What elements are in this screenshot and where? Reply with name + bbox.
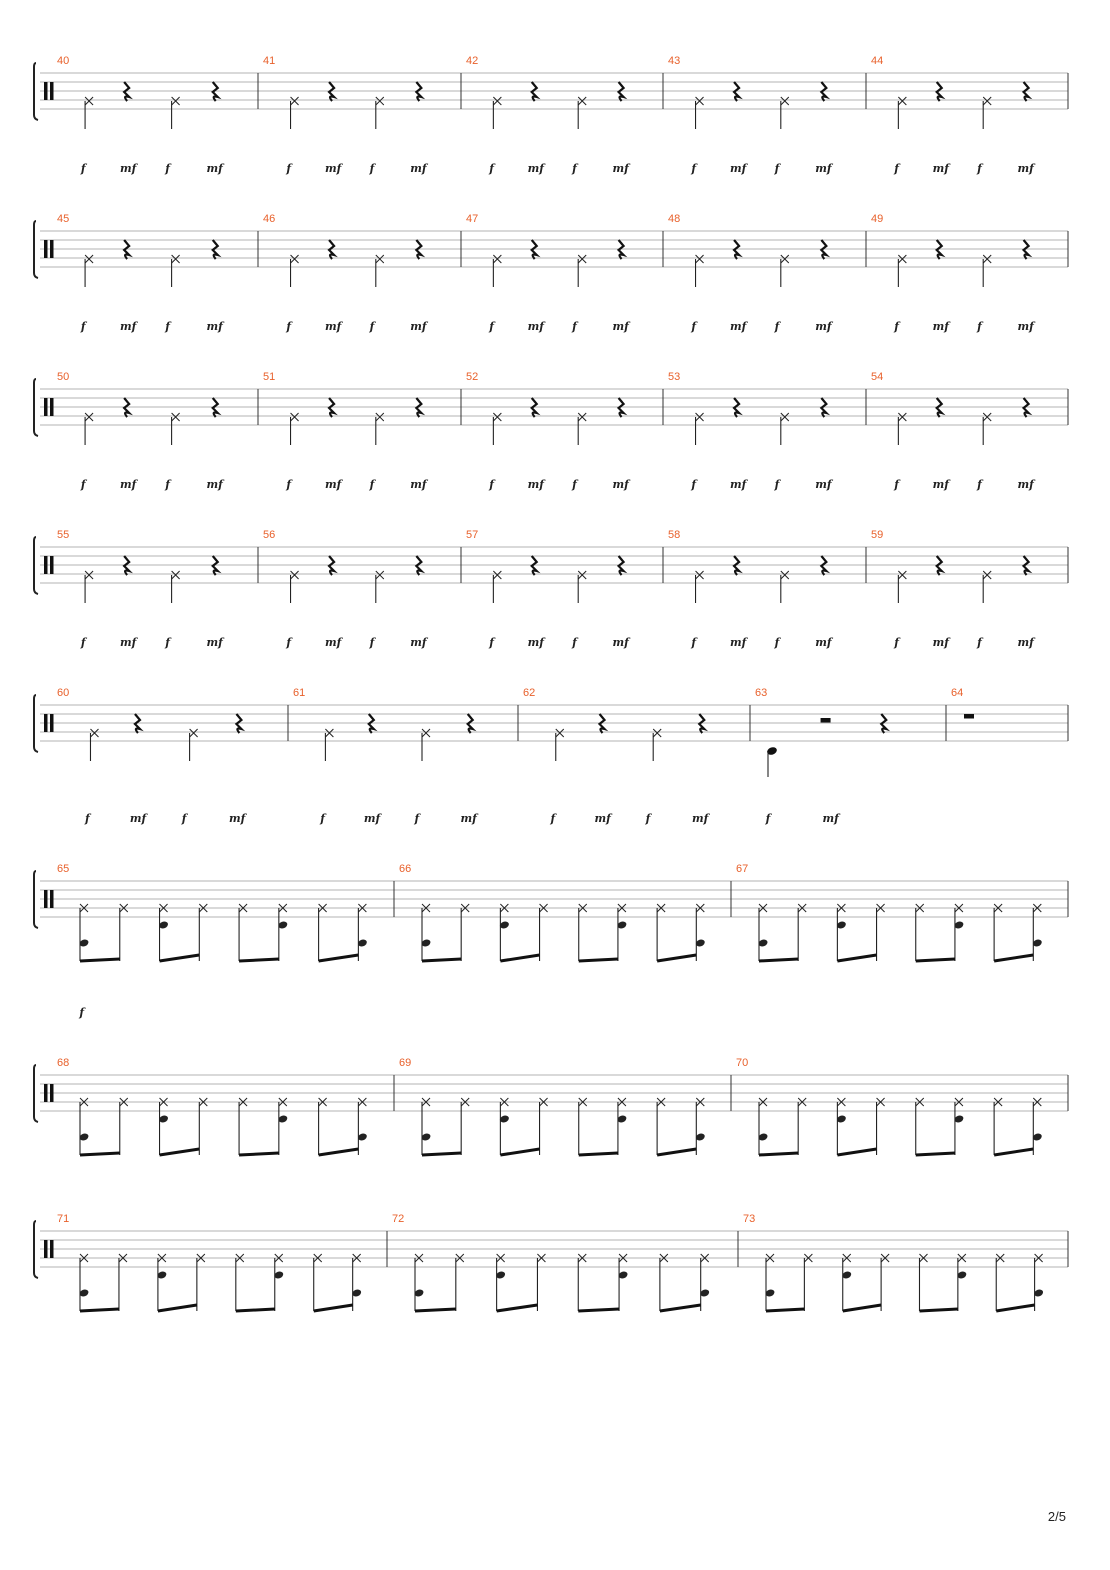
quarter-rest <box>734 82 739 101</box>
dynamic-marking: f <box>977 636 982 649</box>
system-bracket <box>34 221 38 278</box>
dynamic-marking: f <box>977 162 982 175</box>
measure-number: 47 <box>466 213 479 225</box>
system-bracket <box>34 63 38 120</box>
dynamic-marking: mf <box>612 320 629 333</box>
quarter-rest <box>937 82 942 101</box>
dynamic-marking: f <box>894 320 900 333</box>
note-beam <box>319 955 359 961</box>
dynamic-marking: f <box>774 478 780 491</box>
note-beam <box>422 1153 461 1155</box>
dynamic-marking: f <box>85 812 90 825</box>
dynamic-marking: f <box>645 812 651 825</box>
dynamic-marking: mf <box>410 478 427 491</box>
dynamic-marking: mf <box>460 812 477 825</box>
dynamic-marking: mf <box>692 812 709 825</box>
measure-number: 63 <box>755 687 768 699</box>
note-beam <box>500 955 539 961</box>
dynamic-marking: mf <box>206 320 223 333</box>
system-bracket <box>34 1221 38 1278</box>
quarter-rest <box>135 714 140 733</box>
note-beam <box>80 1153 120 1155</box>
dynamic-marking: mf <box>815 320 832 333</box>
note-beam <box>759 959 798 961</box>
measure-number: 72 <box>392 1213 405 1225</box>
note-beam <box>80 959 120 961</box>
dynamic-marking: f <box>80 162 86 175</box>
dynamic-marking: mf <box>612 478 629 491</box>
dynamic-marking: f <box>80 636 86 649</box>
quarter-rest <box>734 398 739 417</box>
quarter-rest <box>213 240 218 259</box>
quarter-rest <box>619 556 624 575</box>
percussion-clef <box>50 398 54 416</box>
measure-number: 43 <box>668 55 681 67</box>
measure-number: 68 <box>57 1057 70 1069</box>
note-beam <box>500 1149 539 1155</box>
dynamic-marking: f <box>165 320 171 333</box>
measure-number: 52 <box>466 371 479 383</box>
measure-number: 70 <box>736 1057 749 1069</box>
quarter-rest <box>416 398 421 417</box>
quarter-rest <box>124 556 129 575</box>
dynamic-marking: mf <box>594 812 611 825</box>
system-bracket <box>34 695 38 752</box>
dynamic-marking: f <box>572 162 577 175</box>
dynamic-marking: f <box>691 162 697 175</box>
dynamic-marking: f <box>691 636 697 649</box>
page-number: 2/5 <box>1047 1509 1066 1524</box>
quarter-rest <box>369 714 374 733</box>
dynamic-marking: f <box>977 320 982 333</box>
dynamic-marking: f <box>489 162 495 175</box>
dynamic-marking: f <box>165 636 171 649</box>
dynamic-marking: mf <box>324 162 342 175</box>
percussion-clef <box>50 82 54 100</box>
quarter-rest <box>416 556 421 575</box>
measure-number: 66 <box>399 863 412 875</box>
dynamic-marking: f <box>894 478 900 491</box>
dynamic-marking: f <box>369 320 375 333</box>
measure-number: 73 <box>743 1213 756 1225</box>
dynamic-marking: mf <box>729 162 747 175</box>
system-bracket <box>34 379 38 436</box>
system-bracket <box>34 537 38 594</box>
measure-number: 67 <box>736 863 749 875</box>
dynamic-marking: mf <box>612 162 629 175</box>
measure-number: 64 <box>951 687 964 699</box>
measure-number: 56 <box>263 529 276 541</box>
quarter-rest <box>532 556 537 575</box>
dynamic-marking: f <box>320 812 325 825</box>
dynamic-marking: f <box>572 636 577 649</box>
dynamic-marking: mf <box>932 636 950 649</box>
dynamic-marking: mf <box>206 478 223 491</box>
quarter-rest <box>213 398 218 417</box>
dynamic-marking: mf <box>1017 478 1034 491</box>
dynamic-marking: f <box>489 636 495 649</box>
quarter-rest <box>124 82 129 101</box>
quarter-rest <box>619 398 624 417</box>
measure-number: 54 <box>871 371 884 383</box>
percussion-clef <box>50 240 54 258</box>
measure-number: 49 <box>871 213 884 225</box>
quarter-rest <box>329 398 334 417</box>
dynamic-marking: mf <box>1017 162 1034 175</box>
note-beam <box>314 1305 353 1311</box>
dynamic-marking: mf <box>324 478 342 491</box>
dynamic-marking: mf <box>119 636 137 649</box>
dynamic-marking: f <box>79 1006 85 1019</box>
dynamic-marking: mf <box>410 636 427 649</box>
measure-number: 42 <box>466 55 479 67</box>
dynamic-marking: mf <box>1017 636 1034 649</box>
dynamic-marking: mf <box>119 162 137 175</box>
dynamic-marking: mf <box>815 162 832 175</box>
dynamic-marking: mf <box>527 636 545 649</box>
dynamic-marking: f <box>165 478 171 491</box>
quarter-rest <box>532 82 537 101</box>
dynamic-marking: mf <box>822 812 839 825</box>
note-beam <box>497 1305 538 1311</box>
percussion-clef <box>44 1240 48 1258</box>
dynamic-marking: mf <box>410 320 427 333</box>
dynamic-marking: mf <box>729 478 747 491</box>
measure-number: 62 <box>523 687 536 699</box>
percussion-clef <box>44 1084 48 1102</box>
note-beam <box>657 1149 696 1155</box>
quarter-rest <box>1024 82 1029 101</box>
measure-number: 53 <box>668 371 681 383</box>
measure-number: 50 <box>57 371 70 383</box>
dynamic-marking: f <box>691 320 697 333</box>
quarter-rest <box>1024 556 1029 575</box>
measure-number: 40 <box>57 55 70 67</box>
dynamic-marking: mf <box>932 478 950 491</box>
quarter-rest <box>821 556 826 575</box>
dynamic-marking: mf <box>129 812 147 825</box>
dynamic-marking: f <box>489 478 495 491</box>
percussion-clef <box>44 714 48 732</box>
quarter-rest <box>468 714 473 733</box>
quarter-rest <box>937 240 942 259</box>
dynamic-marking: f <box>165 162 171 175</box>
dynamic-marking: f <box>774 162 780 175</box>
dynamic-marking: mf <box>119 478 137 491</box>
note-beam <box>319 1149 359 1155</box>
dynamic-marking: f <box>774 636 780 649</box>
quarter-rest <box>619 82 624 101</box>
dynamic-marking: f <box>894 162 900 175</box>
dynamic-marking: f <box>572 320 577 333</box>
dynamic-marking: f <box>894 636 900 649</box>
dynamic-marking: mf <box>324 320 342 333</box>
half-rest <box>821 718 831 723</box>
note-beam <box>994 1149 1033 1155</box>
note-beam <box>994 955 1033 961</box>
quarter-rest <box>821 82 826 101</box>
quarter-rest <box>821 398 826 417</box>
quarter-rest <box>416 240 421 259</box>
note-beam <box>766 1309 804 1311</box>
note-beam <box>160 1149 200 1155</box>
quarter-rest <box>1024 398 1029 417</box>
quarter-rest <box>699 714 704 733</box>
note-beam <box>579 959 618 961</box>
percussion-clef <box>50 1240 54 1258</box>
note-beam <box>916 959 955 961</box>
quarter-rest <box>734 556 739 575</box>
note-beam <box>579 1153 618 1155</box>
dynamic-marking: f <box>691 478 697 491</box>
measure-number: 46 <box>263 213 276 225</box>
measure-number: 65 <box>57 863 70 875</box>
dynamic-marking: f <box>286 636 292 649</box>
measure-number: 69 <box>399 1057 412 1069</box>
dynamic-marking: f <box>369 478 375 491</box>
quarter-rest <box>329 556 334 575</box>
dynamic-marking: f <box>489 320 495 333</box>
dynamic-marking: f <box>181 812 187 825</box>
dynamic-marking: mf <box>119 320 137 333</box>
note-beam <box>422 959 461 961</box>
quarter-rest <box>416 82 421 101</box>
dynamic-marking: mf <box>612 636 629 649</box>
quarter-rest <box>600 714 605 733</box>
whole-rest <box>964 714 974 719</box>
dynamic-marking: mf <box>229 812 246 825</box>
note-beam <box>759 1153 798 1155</box>
dynamic-marking: mf <box>527 320 545 333</box>
quarter-rest <box>1024 240 1029 259</box>
quarter-rest <box>532 240 537 259</box>
percussion-clef <box>50 890 54 908</box>
note-beam <box>239 959 279 961</box>
dynamic-marking: f <box>765 812 771 825</box>
dynamic-marking: mf <box>410 162 427 175</box>
dynamic-marking: mf <box>363 812 381 825</box>
measure-number: 60 <box>57 687 70 699</box>
system-bracket <box>34 871 38 928</box>
measure-number: 61 <box>293 687 306 699</box>
measure-number: 48 <box>668 213 681 225</box>
quarter-rest <box>236 714 241 733</box>
dynamic-marking: mf <box>932 162 950 175</box>
note-beam <box>919 1309 957 1311</box>
percussion-clef <box>44 398 48 416</box>
quarter-rest <box>881 714 886 733</box>
dynamic-marking: mf <box>729 320 747 333</box>
dynamic-marking: f <box>369 636 375 649</box>
note-beam <box>660 1305 701 1311</box>
measure-number: 45 <box>57 213 70 225</box>
percussion-clef <box>50 556 54 574</box>
measure-number: 57 <box>466 529 479 541</box>
dynamic-marking: f <box>80 320 86 333</box>
dynamic-marking: mf <box>1017 320 1034 333</box>
dynamic-marking: f <box>572 478 577 491</box>
measure-number: 51 <box>263 371 276 383</box>
note-beam <box>158 1305 197 1311</box>
measure-number: 41 <box>263 55 276 67</box>
dynamic-marking: f <box>369 162 375 175</box>
quarter-rest <box>213 82 218 101</box>
note-beam <box>236 1309 275 1311</box>
note-beam <box>239 1153 279 1155</box>
quarter-rest <box>734 240 739 259</box>
percussion-clef <box>44 240 48 258</box>
note-beam <box>578 1309 619 1311</box>
measure-number: 71 <box>57 1213 70 1225</box>
dynamic-marking: f <box>286 478 292 491</box>
percussion-clef <box>50 1084 54 1102</box>
quarter-rest <box>619 240 624 259</box>
note-beam <box>843 1305 881 1311</box>
quarter-rest <box>937 556 942 575</box>
measure-number: 44 <box>871 55 884 67</box>
note-beam <box>837 1149 876 1155</box>
dynamic-marking: f <box>550 812 556 825</box>
percussion-clef <box>44 82 48 100</box>
quarter-rest <box>124 398 129 417</box>
dynamic-marking: mf <box>527 478 545 491</box>
dynamic-marking: mf <box>206 162 223 175</box>
dynamic-marking: mf <box>932 320 950 333</box>
dynamic-marking: mf <box>815 478 832 491</box>
dynamic-marking: mf <box>729 636 747 649</box>
quarter-rest <box>532 398 537 417</box>
dynamic-marking: mf <box>324 636 342 649</box>
note-beam <box>415 1309 456 1311</box>
note-beam <box>916 1153 955 1155</box>
measure-number: 55 <box>57 529 70 541</box>
quarter-rest <box>124 240 129 259</box>
dynamic-marking: f <box>286 162 292 175</box>
note-beam <box>160 955 200 961</box>
dynamic-marking: mf <box>527 162 545 175</box>
percussion-clef <box>44 556 48 574</box>
dynamic-marking: mf <box>815 636 832 649</box>
quarter-rest <box>213 556 218 575</box>
system-bracket <box>34 1065 38 1122</box>
note-beam <box>657 955 696 961</box>
quarter-rest <box>329 82 334 101</box>
measure-number: 59 <box>871 529 884 541</box>
note-beam <box>996 1305 1034 1311</box>
quarter-rest <box>821 240 826 259</box>
quarter-rest <box>329 240 334 259</box>
quarter-rest <box>937 398 942 417</box>
dynamic-marking: mf <box>206 636 223 649</box>
percussion-clef <box>44 890 48 908</box>
dynamic-marking: f <box>80 478 86 491</box>
percussion-clef <box>50 714 54 732</box>
note-beam <box>80 1309 119 1311</box>
dynamic-marking: f <box>977 478 982 491</box>
dynamic-marking: f <box>286 320 292 333</box>
dynamic-marking: f <box>774 320 780 333</box>
measure-number: 58 <box>668 529 681 541</box>
dynamic-marking: f <box>414 812 420 825</box>
note-beam <box>837 955 876 961</box>
